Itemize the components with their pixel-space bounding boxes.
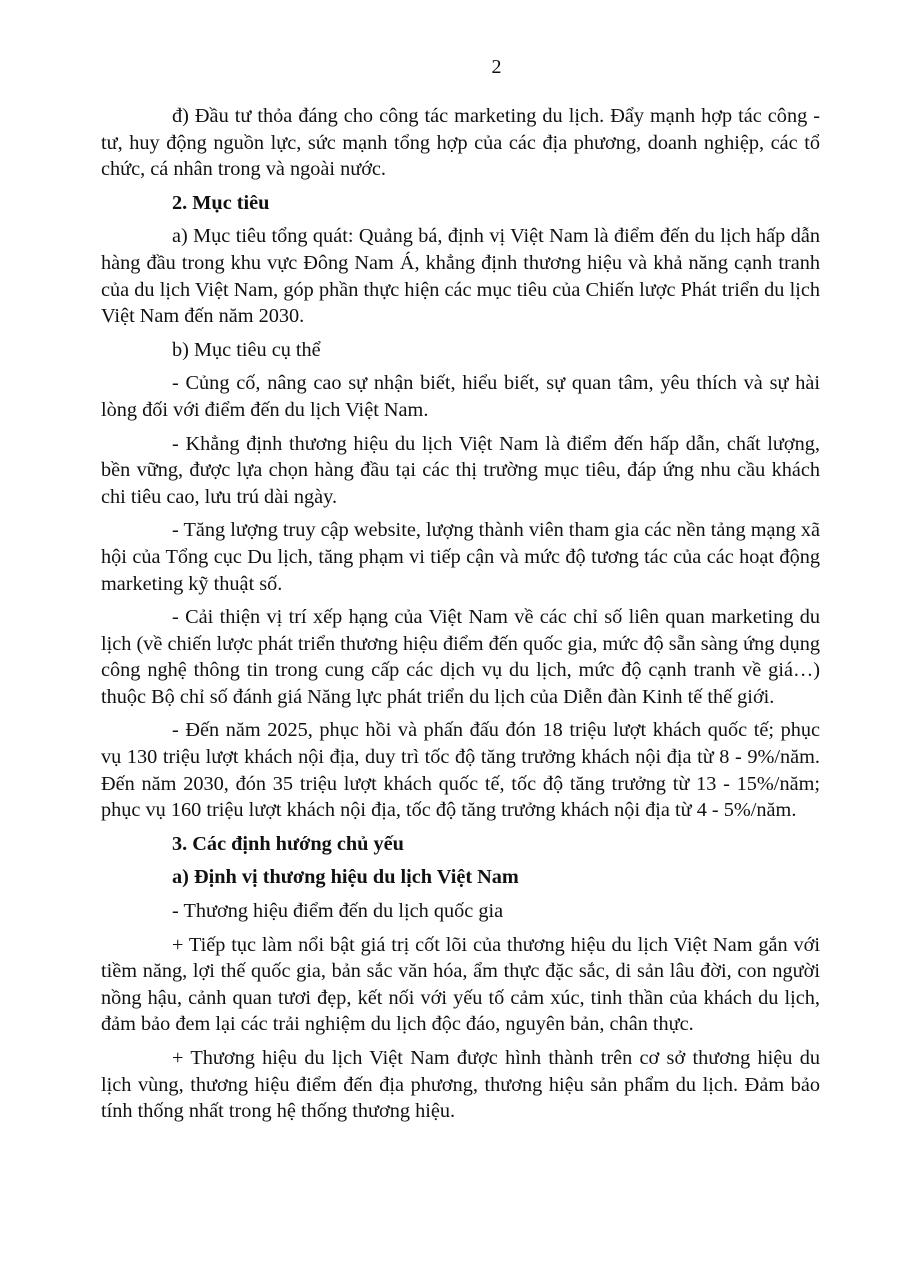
paragraph-national-brand-label: - Thương hiệu điểm đến du lịch quốc gia [172, 900, 504, 923]
paragraph-core-values: + Tiếp tục làm nổi bật giá trị cốt lõi của thương hiệu du lịch Việt Nam gắn với tiềm năng, lợi thế quốc gia, bản sắc văn hóa, ẩm thực đặc sắc, di sản lâu đời, con người nồng hậu, cảnh quan tươi đẹp, kết nối với yếu tố cảm xúc, tinh thần của khách du lịch, đảm bảo đem lại các trải nghiệm du lịch độc đáo, nguyên bản, chân thực. [101, 933, 820, 1036]
heading-objectives: 2. Mục tiêu [172, 191, 270, 214]
document-body [101, 103, 820, 1132]
heading-main-orientations: 3. Các định hướng chủ yếu [172, 832, 404, 855]
paragraph-specific-objectives-label: b) Mục tiêu cụ thể [172, 338, 321, 361]
paragraph-website-traffic: - Tăng lượng truy cập website, lượng thành viên tham gia các nền tảng mạng xã hội của Tổng cục Du lịch, tăng phạm vi tiếp cận và mức độ tương tác của các hoạt động marketing kỹ thuật số. [101, 519, 820, 595]
paragraph-awareness: - Củng cố, nâng cao sự nhận biết, hiểu biết, sự quan tâm, yêu thích và sự hài lòng đối với điểm đến du lịch Việt Nam. [101, 372, 820, 421]
heading-brand-positioning: a) Định vị thương hiệu du lịch Việt Nam [172, 866, 519, 889]
paragraph-ranking-improvement: - Cải thiện vị trí xếp hạng của Việt Nam về các chỉ số liên quan marketing du lịch (về chiến lược phát triển thương hiệu điểm đến quốc gia, mức độ sẵn sàng ứng dụng công nghệ thông tin trong cung cấp các dịch vụ du lịch, mức độ cạnh tranh về giá…) thuộc Bộ chỉ số đánh giá Năng lực phát triển du lịch của Diễn đàn Kinh tế thế giới. [101, 606, 820, 708]
paragraph-general-objective: a) Mục tiêu tổng quát: Quảng bá, định vị Việt Nam là điểm đến du lịch hấp dẫn hàng đầu trong khu vực Đông Nam Á, khẳng định thương hiệu và khả năng cạnh tranh của du lịch Việt Nam, góp phần thực hiện các mục tiêu của Chiến lược Phát triển du lịch Việt Nam đến năm 2030. [101, 225, 820, 328]
page-number: 2 [491, 56, 502, 78]
paragraph-brand-affirmation: - Khẳng định thương hiệu du lịch Việt Nam là điểm đến hấp dẫn, chất lượng, bền vững, được lựa chọn hàng đầu tại các thị trường mục tiêu, đáp ứng nhu cầu khách chi tiêu cao, lưu trú dài ngày. [101, 432, 820, 508]
paragraph-investment-marketing: đ) Đầu tư thỏa đáng cho công tác marketing du lịch. Đẩy mạnh hợp tác công - tư, huy động nguồn lực, sức mạnh tổng hợp của các địa phương, doanh nghiệp, các tổ chức, cá nhân trong và ngoài nước. [101, 105, 820, 181]
paragraph-visitor-targets: - Đến năm 2025, phục hồi và phấn đấu đón 18 triệu lượt khách quốc tế; phục vụ 130 triệu lượt khách nội địa, duy trì tốc độ tăng trưởng khách nội địa từ 8 - 9%/năm. Đến năm 2030, đón 35 triệu lượt khách quốc tế, tốc độ tăng trưởng từ 13 - 15%/năm; phục vụ 160 triệu lượt khách nội địa, tốc độ tăng trưởng khách nội địa từ 4 - 5%/năm. [101, 719, 820, 822]
paragraph-brand-system: + Thương hiệu du lịch Việt Nam được hình thành trên cơ sở thương hiệu du lịch vùng, thương hiệu điểm đến địa phương, thương hiệu sản phẩm du lịch. Đảm bảo tính thống nhất trong hệ thống thương hiệu. [101, 1047, 820, 1123]
